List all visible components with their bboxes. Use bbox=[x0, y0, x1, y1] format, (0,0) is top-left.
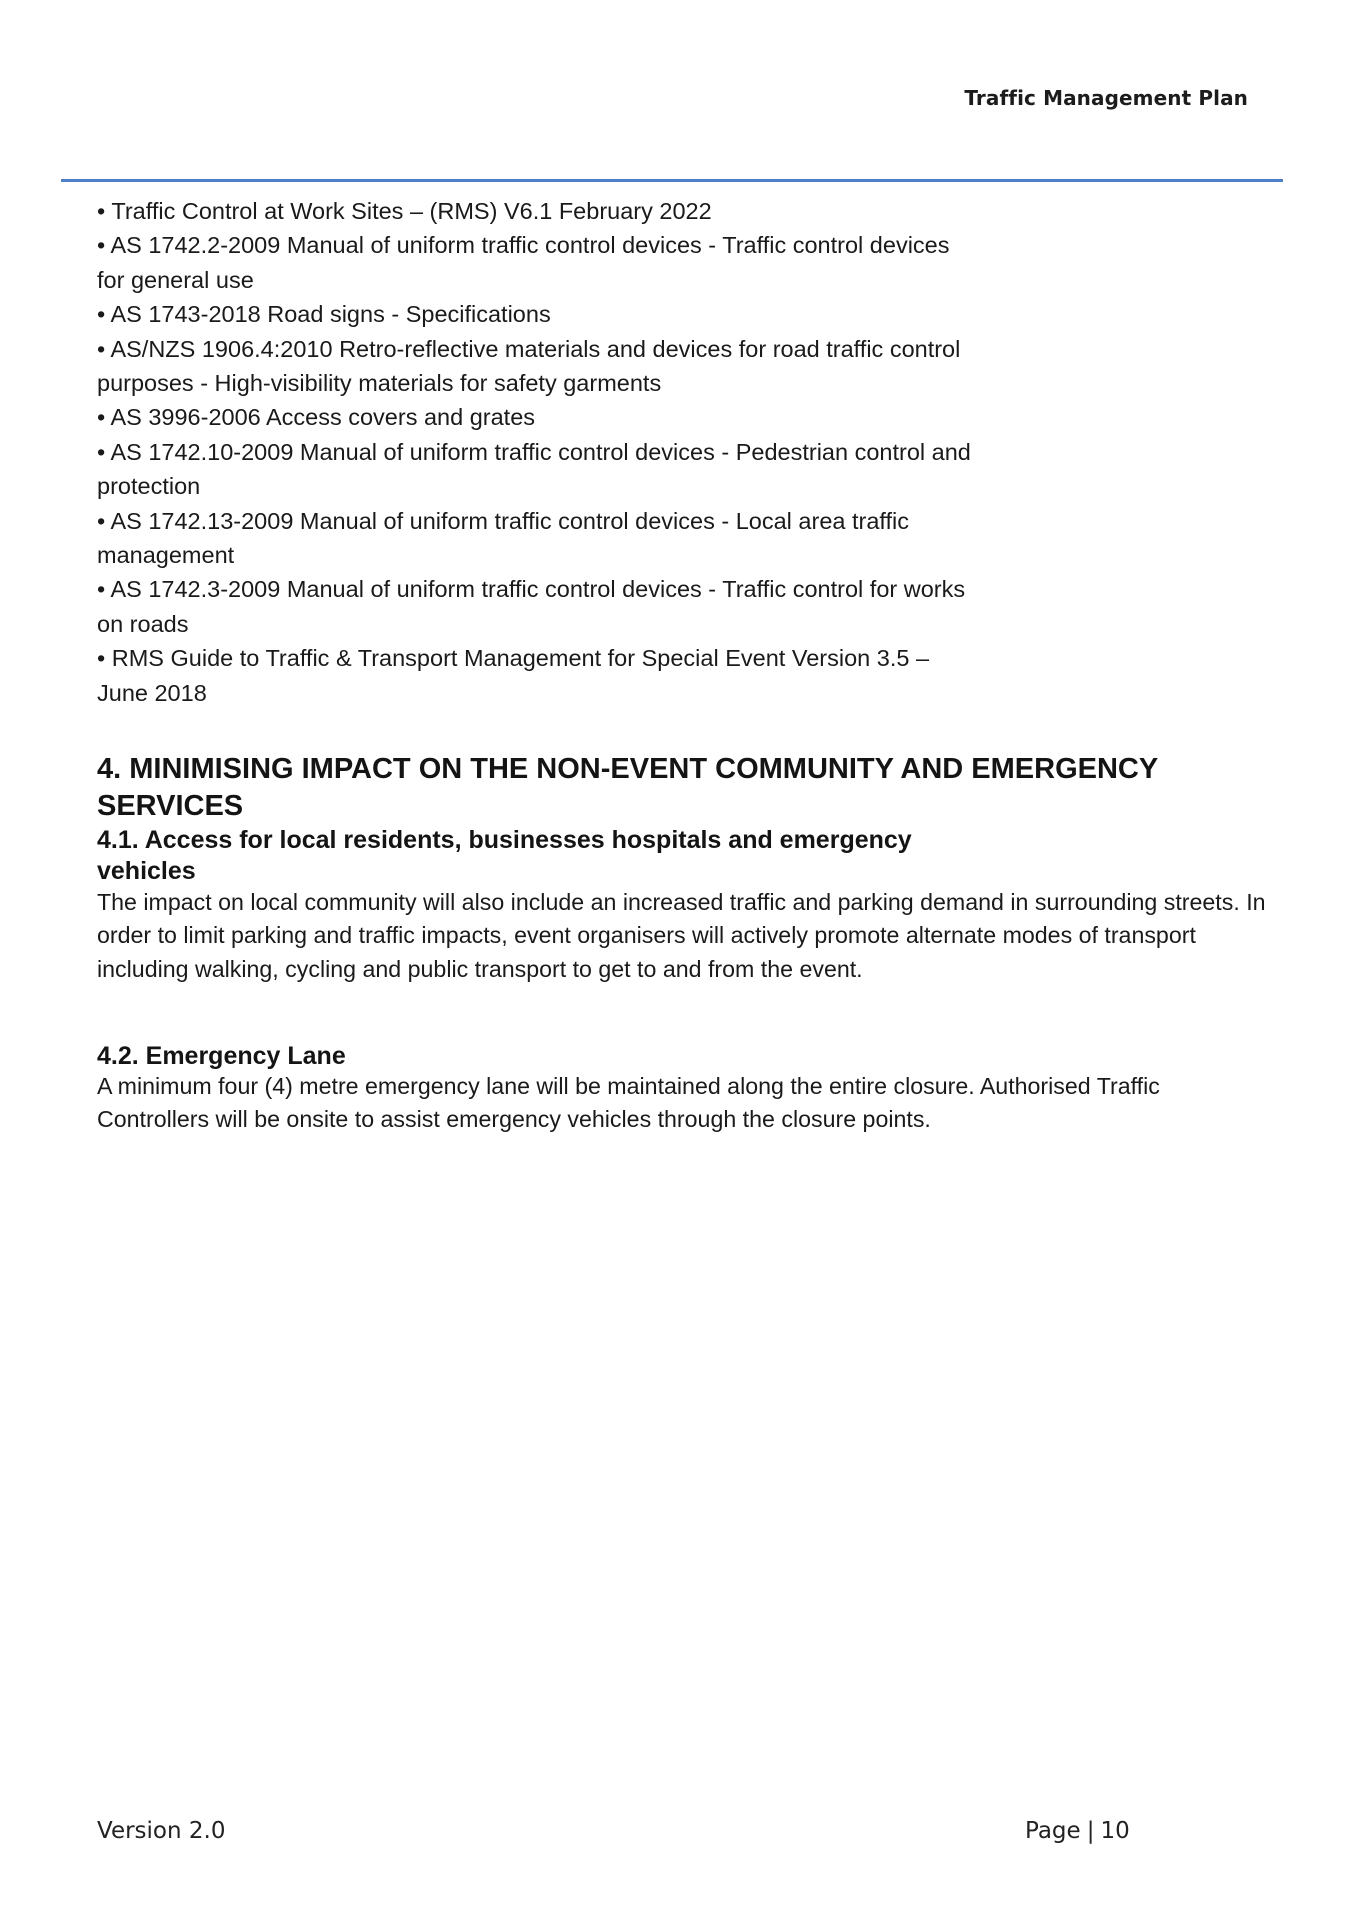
header-divider bbox=[61, 179, 1283, 182]
reference-item: • AS 1742.10-2009 Manual of uniform traffic control devices - Pedestrian control and protection bbox=[97, 438, 971, 500]
section-heading: 4. MINIMISING IMPACT ON THE NON-EVENT COMMUNITY AND EMERGENCY SERVICES bbox=[97, 753, 1158, 822]
page-label: Page bbox=[1025, 1818, 1081, 1844]
reference-item: • AS 3996-2006 Access covers and grates bbox=[97, 404, 536, 431]
document-header-title: Traffic Management Plan bbox=[964, 86, 1248, 110]
subsection-heading-access: 4.1. Access for local residents, businesses hospitals and emergency vehicles bbox=[97, 826, 912, 885]
reference-item: • AS/NZS 1906.4:2010 Retro-reflective materials and devices for road traffic control purposes - High-visibility materials for safety garments bbox=[97, 335, 961, 397]
reference-item: • AS 1743-2018 Road signs - Specifications bbox=[97, 301, 551, 328]
reference-item: • AS 1742.3-2009 Manual of uniform traffic control devices - Traffic control for works on roads bbox=[97, 576, 966, 637]
reference-item: • AS 1742.13-2009 Manual of uniform traffic control devices - Local area traffic management bbox=[97, 507, 910, 569]
reference-item: • AS 1742.2-2009 Manual of uniform traffic control devices - Traffic control devices for general use bbox=[97, 232, 950, 293]
footer-page-number bbox=[1025, 1818, 1130, 1844]
subsection-heading-emergency-lane: 4.2. Emergency Lane bbox=[97, 1042, 346, 1070]
page-number: 10 bbox=[1100, 1818, 1130, 1844]
reference-item: • RMS Guide to Traffic & Transport Management for Special Event Version 3.5 – June 2018 bbox=[97, 645, 930, 706]
paragraph-access: The impact on local community will also include an increased traffic and parking demand in surrounding streets. In order to limit parking and traffic impacts, event organisers will actively promote alternate modes of transport including walking, cycling and public transport to get to and from the event. bbox=[97, 889, 1266, 982]
references-list bbox=[97, 194, 977, 710]
paragraph-emergency-lane: A minimum four (4) metre emergency lane will be maintained along the entire closure. Authorised Traffic Controllers will be onsite to assist emergency vehicles through the closure points. bbox=[97, 1073, 1160, 1133]
page-separator: | bbox=[1086, 1818, 1095, 1844]
footer-version: Version 2.0 bbox=[97, 1818, 226, 1844]
reference-item: • Traffic Control at Work Sites – (RMS) V6.1 February 2022 bbox=[97, 198, 712, 224]
